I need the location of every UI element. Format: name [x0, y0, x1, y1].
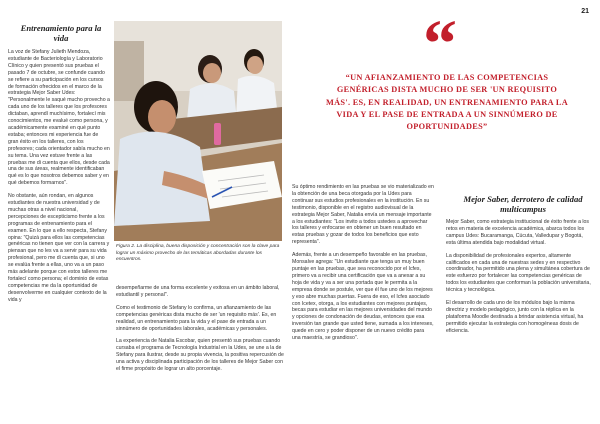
- col3-paragraph-2: Además, frente a un desempeño favorable en las pruebas, Monsalve agrega: "Un estudiante que tenga un muy buen puntaje en las pruebas, que sea reconocido por el Icfes, primero va a recibir una certificación que va a anexar a su hoja de vida y va a ser una portada que le permita a la empresa donde se postule, ver que él fue uno de los mejores y eso abre muchas puertas. Fuera de eso, el Icfes asociado con Icetex, otorga, a los estudiantes con mejores puntajes, becas para estudiar en las mejores universidades del mundo y opciones de condonación de deudas, entonces que esa inversión tan grande que usted tiene, sumada a los intereses, quede en cero y poder disponer de un nuevo crédito para una maestría, se grandioso".: [292, 252, 434, 342]
- right-column-text: [446, 219, 592, 341]
- column-3-text: [292, 184, 434, 348]
- left-paragraph-1: La voz de Stefany Julieth Mendoza, estudiante de Bacteriología y Laboratorio Clínico y quien presentó sus pruebas el pasado 7 de octubre, se confunde cuando se refiere a su participación en los cursos de formación ofrecidos en el marco de la estrategia Mejor Saber Udes: "Personalmente le saqué mucho provecho a cada uno de los talleres que los profesores dictaban, aprendí muchísimo, fortalecí mis conocimientos, me evalué como persona, y académicamente examiné en qué punto estaba; entonces mi experiencia fue de gran éxito en los talleres, con los profesores; cada orientador sabía mucho en su tema. Una vez estuve frente a las pruebas me di cuenta que ellos, desde cada una de sus áreas, realmente identificaban qué es lo que nosotros debemos saber y en qué debemos formarnos".: [8, 49, 110, 187]
- left-paragraph-2: No obstante, aún rondan, en algunos estudiantes de nuestra universidad y de muchas otras a nivel nacional, percepciones de escepticismo frente a los programas de entrenamiento para el examen. En lo que a ello respecta, Stefany opina: "Quizá para ellos las competencias genéricas no tienen que ver con la carrera y piensan que no les va a servir para su vida profesional, pero me di cuenta que, si uno se evalúa frente a ellas, uno va a un paso más adelante porque con estos talleres me fortalecí como persona; el dominio de estas competencias me da la oportunidad de desenvolverme en cualquier contexto de la vida y: [8, 193, 110, 303]
- quote-mark-icon: “: [423, 5, 451, 81]
- mid-paragraph-1: desempeñarme de una forma excelente y exitosa en un ámbito laboral, estudiantil y personal".: [116, 285, 280, 298]
- right-paragraph-1: Mejor Saber, como estrategia institucional de éxito frente a los retos en materia de excelencia académica, abarca todos los campus Udes: Bucaramanga, Cúcuta, Valledupar y Bogotá, esta última atendida bajo modalidad virtual.: [446, 219, 590, 246]
- mid-paragraph-2: Como el testimonio de Stefany lo confirma, un afianzamiento de las competencias genéricas dista mucho de ser 'un requisito más'. Es, en realidad, un entrenamiento para la vida y el pase de entrada a un sinnúmero de oportunidades laborales, académicas y personales.: [116, 304, 277, 332]
- photo-caption: Figura 2. La disciplina, buena disposición y concentración son la clave para lograr un máximo provecho de las temáticas abordadas durante los encuentros.: [116, 244, 280, 262]
- middle-column-text: [116, 285, 286, 379]
- page-number: 21: [581, 8, 589, 15]
- pull-quote: “UN AFIANZAMIENTO DE LAS COMPETENCIAS GENÉRICAS DISTA MUCHO DE SER 'UN REQUISITO MÁS'. ES, EN REALIDAD, UN ENTRENAMIENTO PARA LA VIDA Y EL PASE DE ENTRADA A UN SINNÚMERO DE OPORTUNIDADES”: [326, 73, 568, 132]
- classroom-photo: [114, 21, 282, 241]
- right-paragraph-3: El desarrollo de cada uno de los módulos bajo la misma directriz y modelo pedagógico, junto con la réplica en la plataforma Moodle destinada a brindar asistencia virtual, ha permitido ejecutar la estrategia con homogéneas dosis de eficiencia.: [446, 300, 584, 334]
- mid-paragraph-3: La experiencia de Natalia Escobar, quien presentó sus pruebas cuando cursaba el programa de Tecnología Industrial en la Udes, se une a la de Stefany para ilustrar, desde su propia vivencia, la positiva repercusión de una activa y disciplinada participación de los talleres de Mejor Saber con el firme propósito de lograr un alto porcentaje.: [116, 338, 284, 373]
- section-title-entrenamiento: Entrenamiento para la vida: [20, 23, 102, 43]
- section-title-mejor-saber: Mejor Saber, derrotero de calidad multicampus: [463, 194, 583, 214]
- left-column-text: [8, 49, 110, 310]
- right-paragraph-2: La disponibilidad de profesionales expertos, altamente calificados en cada una de nuestras sedes y en respectivo coordinador, ha permitido una plena y simultánea cobertura de este esfuerzo por fortalecer las competencias genéricas de todos los estudiantes que conforman la población universitaria, técnica y tecnológica.: [446, 252, 591, 294]
- col3-paragraph-1: Su óptimo rendimiento en las pruebas se vio materializado en la obtención de una beca otorgada por la Udes para continuar sus estudios profesionales en la institución. En su testimonio, disponible en el registro audiovisual de la estrategia Mejor Saber, Natalia envía un mensaje importante a los estudiantes: "Los invito a todos ustedes a aprovechar los talleres y enfocarse en obtener un buen resultado en estas pruebas y gozar de todos los beneficios que esto representa".: [292, 184, 434, 246]
